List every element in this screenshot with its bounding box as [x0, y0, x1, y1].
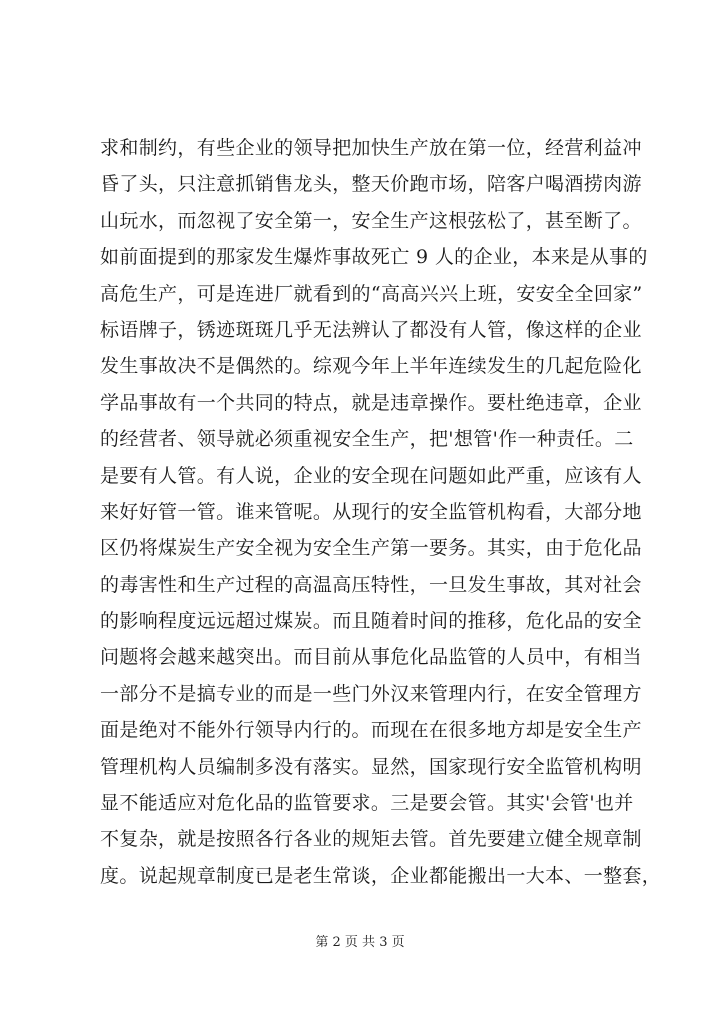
- text-line: 求和制约，有些企业的领导把加快生产放在第一位，经营利益冲: [100, 137, 642, 159]
- text-line: 来好好管一管。谁来管呢。从现行的安全监管机构看，大部分地: [100, 500, 642, 523]
- text-line: 一部分不是搞专业的而是一些门外汉来管理内行，在安全管理方: [100, 682, 642, 705]
- text-line: 显不能适应对危化品的监管要求。三是要会管。其实'会管'也并: [100, 792, 634, 815]
- text-line: 区仍将煤炭生产安全视为安全生产第一要务。其实，由于危化品: [100, 537, 642, 560]
- page-footer: [0, 934, 720, 952]
- text-line: 学品事故有一个共同的特点，就是违章操作。要杜绝违章，企业: [100, 391, 642, 414]
- text-line: 是要有人管。有人说，企业的安全现在问题如此严重，应该有人: [100, 464, 642, 487]
- page-number-label: 第 2 页 共 3 页: [315, 935, 405, 950]
- text-line: 山玩水，而忽视了安全第一，安全生产这根弦松了，甚至断了。: [100, 209, 642, 232]
- text-line: 不复杂，就是按照各行各业的规矩去管。首先要建立健全规章制: [100, 828, 642, 851]
- text-line: 的经营者、领导就必须重视安全生产，把'想管'作一种责任。二: [100, 428, 634, 451]
- text-line: 标语牌子，锈迹斑斑几乎无法辨认了都没有人管，像这样的企业: [100, 318, 642, 341]
- body-text: [100, 130, 660, 894]
- text-line: 管理机构人员编制多没有落实。显然，国家现行安全监管机构明: [100, 755, 642, 778]
- text-line: 昏了头，只注意抓销售龙头，整天价跑市场，陪客户喝酒捞肉游: [100, 173, 642, 196]
- text-line: 高危生产，可是连进厂就看到的“高高兴兴上班，安安全全回家”: [100, 282, 643, 305]
- text-line: 发生事故决不是偶然的。综观今年上半年连续发生的几起危险化: [100, 355, 642, 378]
- text-line: 面是绝对不能外行领导内行的。而现在在很多地方却是安全生产: [100, 719, 642, 742]
- text-line: 的影响程度远远超过煤炭。而且随着时间的推移，危化品的安全: [100, 610, 642, 633]
- text-line: 的毒害性和生产过程的高温高压特性，一旦发生事故，其对社会: [100, 573, 642, 596]
- text-line: 如前面提到的那家发生爆炸事故死亡 9 人的企业，本来是从事的: [100, 246, 648, 269]
- text-line: 度。说起规章制度已是老生常谈，企业都能搬出一大本、一整套，: [100, 864, 662, 887]
- text-line: 问题将会越来越突出。而目前从事危化品监管的人员中，有相当: [100, 646, 642, 669]
